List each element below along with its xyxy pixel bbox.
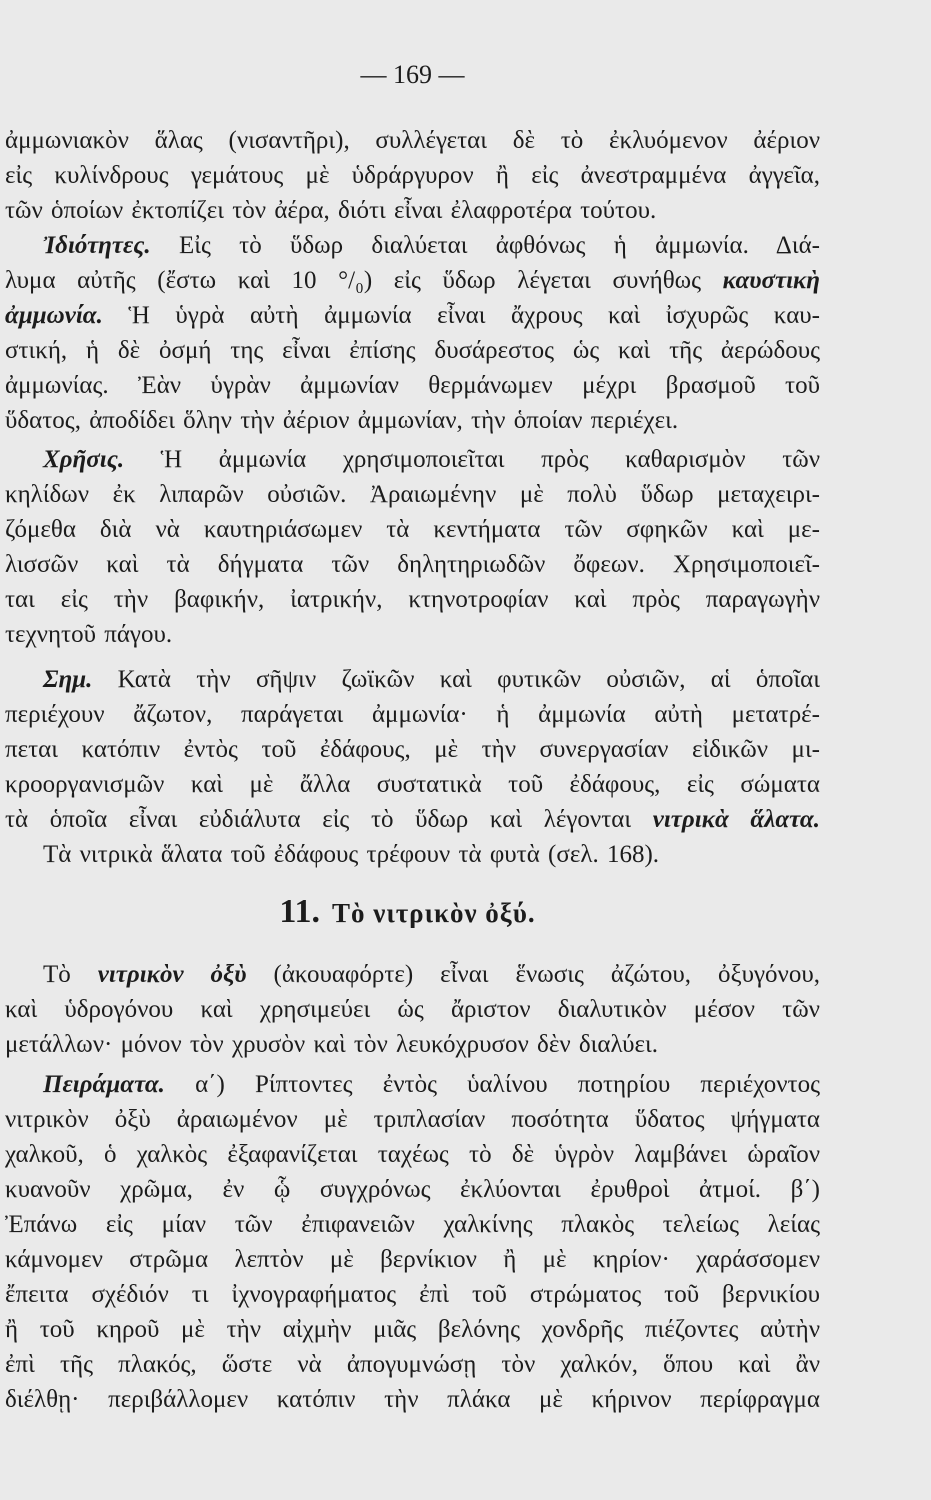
text-line: διέλθῃ· περιβάλλομεν κατόπιν τὴν πλάκα μὲ κήρινον περίφραγμα [5,1386,820,1413]
text-line: Τὰ νιτρικὰ ἅλατα τοῦ ἐδάφους τρέφουν τὰ φυτὰ (σελ. 168). [43,841,660,868]
text-line [5,228,820,263]
emphasized-term: καυστικὴ [722,267,820,294]
line-text: α΄) Ρίπτοντες ἐντὸς ὑαλίνου ποτηρίου περιέχοντος [164,1071,820,1098]
text-line: ζόμεθα διὰ νὰ καυτηριάσωμεν τὰ κεντήματα τῶν σφηκῶν καὶ με- [5,516,820,543]
emphasized-term: νιτρικὸν ὀξὺ [97,961,247,988]
text-line [5,298,820,333]
text-line: κηλίδων ἐκ λιπαρῶν οὐσιῶν. Ἀραιωμένην μὲ πολὺ ὕδωρ μεταχειρι- [5,481,820,508]
paragraph [5,123,820,228]
paragraph-definition [5,957,820,1062]
text-line: ἐπὶ τῆς πλακός, ὥστε νὰ ἀπογυμνώσῃ τὸν χαλκόν, ὅπου καὶ ἂν [5,1351,820,1378]
text-block-bottom [5,957,820,1417]
line-text: Ἡ ὑγρὰ αὐτὴ ἀμμωνία εἶναι ἄχρους καὶ ἰσχυρῶς καυ- [102,302,820,329]
emphasized-term: νιτρικὰ ἅλατα. [652,806,820,833]
paragraph-experiments [5,1067,820,1417]
page-number: — 169 — [360,60,465,89]
text-line: ὕδατος, ἀποδίδει ὅλην τὴν ἀέριον ἀμμωνίαν, τὴν ὁποίαν περιέχει. [5,407,679,434]
run-in-heading: Πειράματα. [43,1071,165,1098]
line-text: λυμα αὐτῆς (ἔστω καὶ 10 °/₀) εἰς ὕδωρ λέγεται συνήθως [5,267,723,294]
text-line: ἔπειτα σχέδιόν τι ἰχνογραφήματος ἐπὶ τοῦ στρώματος τοῦ βερνικίου [5,1281,820,1308]
line-text: τὰ ὁποῖα εἶναι εὐδιάλυτα εἰς τὸ ὕδωρ καὶ λέγονται [5,806,653,833]
text-line: καὶ ὑδρογόνου καὶ χρησιμεύει ὡς ἄριστον διαλυτικὸν μέσον τῶν [5,996,820,1023]
line-text: Ἡ ἀμμωνία χρησιμοποιεῖται πρὸς καθαρισμὸν τῶν [124,446,820,473]
text-line [5,662,820,697]
text-line: τῶν ὁποίων ἐκτοπίζει τὸν ἀέρα, διότι εἶναι ἐλαφροτέρα τούτου. [5,197,657,224]
section-number: 11. [279,893,321,930]
paragraph [5,837,820,872]
text-line [5,442,820,477]
section-title: Τὸ νιτρικὸν ὀξύ. [332,898,536,928]
text-line: χαλκοῦ, ὁ χαλκὸς ἐξαφανίζεται ταχέως τὸ δὲ ὑγρὸν λαμβάνει ὡραῖον [5,1141,820,1168]
text-line: εἰς κυλίνδρους γεμάτους μὲ ὑδράργυρον ἢ εἰς ἀνεστραμμένα ἀγγεῖα, [5,162,820,189]
line-text: (ἀκουαφόρτε) εἶναι ἕνωσις ἀζώτου, ὀξυγόνου, [246,961,820,988]
text-line: κροοργανισμῶν καὶ μὲ ἄλλα συστατικὰ τοῦ ἐδάφους, εἰς σώματα [5,771,820,798]
section-heading [5,890,810,934]
text-line: ται εἰς τὴν βαφικήν, ἰατρικήν, κτηνοτροφίαν καὶ πρὸς παραγωγὴν [5,586,820,613]
text-line: κάμνομεν στρῶμα λεπτὸν μὲ βερνίκιον ἢ μὲ κηρίον· χαράσσομεν [5,1246,820,1273]
paragraph-properties [5,228,820,438]
text-line: τεχνητοῦ πάγου. [5,621,173,648]
run-in-heading: Χρῆσις. [43,446,125,473]
text-line: Ἐπάνω εἰς μίαν τῶν ἐπιφανειῶν χαλκίνης πλακὸς τελείως λείας [5,1211,820,1238]
text-line: περιέχουν ἄζωτον, παράγεται ἀμμωνία· ἡ ἀμμωνία αὐτὴ μετατρέ- [5,701,820,728]
run-in-heading: Ἰδιότητες. [43,232,151,259]
text-line: στική, ἡ δὲ ὀσμή της εἶναι ἐπίσης δυσάρεστος ὡς καὶ τῆς ἀερώδους [5,337,820,364]
text-line [5,802,820,837]
text-line [5,957,820,992]
text-line: κυανοῦν χρῶμα, ἐν ᾧ συγχρόνως ἐκλύονται ἐρυθροὶ ἀτμοί. β΄) [5,1176,820,1203]
text-line: ἀμμωνίας. Ἐὰν ὑγρὰν ἀμμωνίαν θερμάνωμεν μέχρι βρασμοῦ τοῦ [5,372,820,399]
text-line: πεται κατόπιν ἐντὸς τοῦ ἐδάφους, μὲ τὴν συνεργασίαν εἰδικῶν μι- [5,736,820,763]
text-line: νιτρικὸν ὀξὺ ἀραιωμένον μὲ τριπλασίαν ποσότητα ὕδατος ψήγματα [5,1106,820,1133]
line-text: Κατὰ τὴν σῆψιν ζωϊκῶν καὶ φυτικῶν οὐσιῶν, αἱ ὁποῖαι [92,666,820,693]
text-line: ἀμμωνιακὸν ἅλας (νισαντῆρι), συλλέγεται δὲ τὸ ἐκλυόμενον ἀέριον [5,127,820,154]
paragraph-uses [5,442,820,652]
text-line [5,263,820,298]
text-line: ἢ τοῦ κηροῦ μὲ τὴν αἰχμὴν μιᾶς βελόνης χονδρῆς πιέζοντες αὐτὴν [5,1316,820,1343]
paragraph-note [5,662,820,837]
line-text: Εἰς τὸ ὕδωρ διαλύεται ἀφθόνως ἡ ἀμμωνία. Διά- [150,232,820,259]
text-block-top [5,123,820,872]
emphasized-term: ἀμμωνία. [5,302,103,329]
line-text: Τὸ [43,961,98,988]
text-line: λισσῶν καὶ τὰ δήγματα τῶν δηλητηριωδῶν ὄφεων. Χρησιμοποιεῖ- [5,551,820,578]
text-line [5,1067,820,1102]
text-line: μετάλλων· μόνον τὸν χρυσὸν καὶ τὸν λευκόχρυσον δὲν διαλύει. [5,1031,658,1058]
run-in-heading: Σημ. [43,666,93,693]
